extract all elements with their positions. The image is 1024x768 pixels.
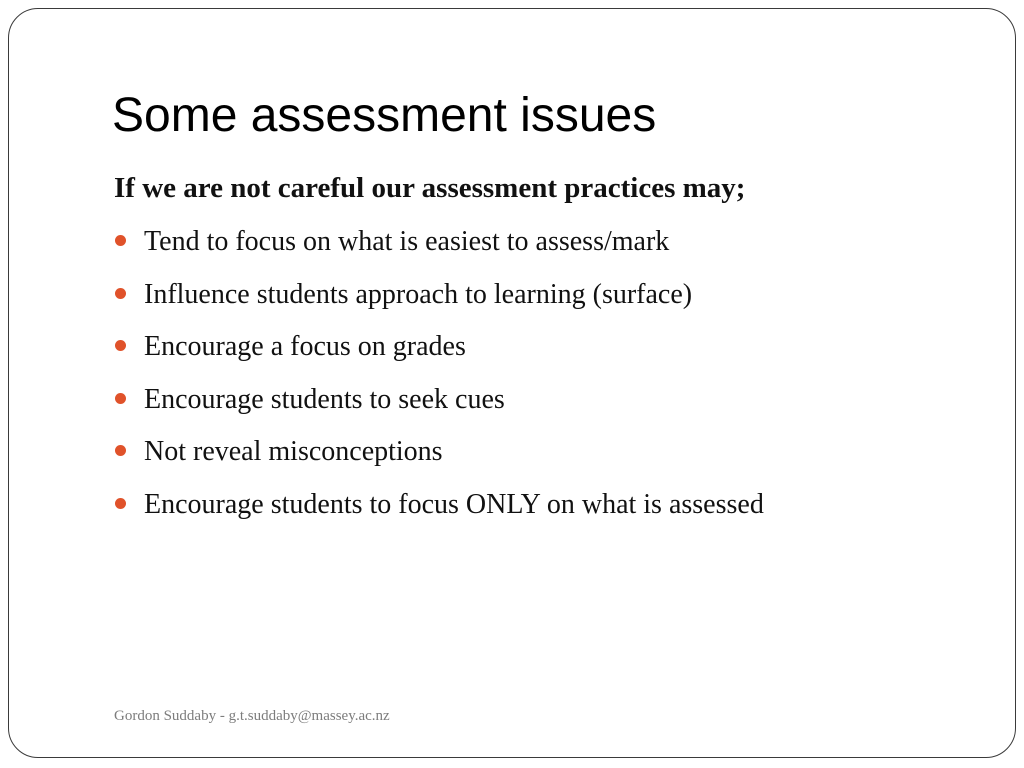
bullet-text: Influence students approach to learning (surface) <box>144 278 693 310</box>
intro-text: If we are not careful our assessment practices may; <box>114 172 746 204</box>
bullet-text: Not reveal misconceptions <box>144 436 443 468</box>
bullet-text: Encourage a focus on grades <box>144 331 466 363</box>
bullet-dot-icon <box>115 235 126 246</box>
footer-credit: Gordon Suddaby - g.t.suddaby@massey.ac.nz <box>114 708 390 724</box>
slide-title: Some assessment issues <box>112 89 657 142</box>
bullet-text: Tend to focus on what is easiest to assess/mark <box>144 226 670 257</box>
bullet-dot-icon <box>115 288 126 299</box>
bullet-dot-icon <box>115 393 126 404</box>
bullet-text: Encourage students to focus ONLY on what is assessed <box>144 488 764 520</box>
bullet-dot-icon <box>115 498 126 509</box>
bullet-text: Encourage students to seek cues <box>144 383 505 415</box>
